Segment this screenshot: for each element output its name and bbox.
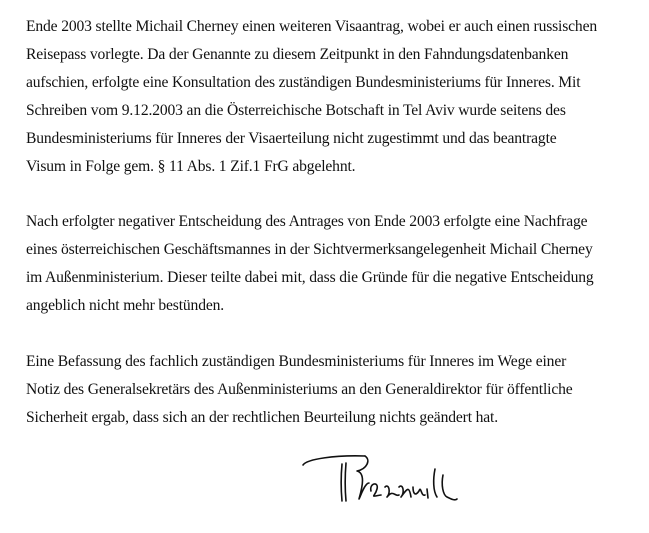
text-line: eines österreichischen Geschäftsmannes in der Sichtvermerksangelegenheit Michail Cherney <box>26 241 593 258</box>
text-line: Reisepass vorlegte. Da der Genannte zu diesem Zeitpunkt in den Fahndungsdatenbanken <box>26 46 569 63</box>
text-line: Ende 2003 stellte Michail Cherney einen weiteren Visaantrag, wobei er auch einen russischen <box>26 18 597 35</box>
text-line: aufschien, erfolgte eine Konsultation des zuständigen Bundesministeriums für Inneres. Mit <box>26 74 581 91</box>
text-line: im Außenministerium. Dieser teilte dabei mit, dass die Gründe für die negative Entscheidung <box>26 269 594 286</box>
text-line: Bundesministeriums für Inneres der Visaerteilung nicht zugestimmt und das beantragte <box>26 130 557 147</box>
text-line: Notiz des Generalsekretärs des Außenministeriums an den Generaldirektor für öffentliche <box>26 381 573 398</box>
text-line: Visum in Folge gem. § 11 Abs. 1 Zif.1 FrG abgelehnt. <box>26 158 356 175</box>
text-line: Sicherheit ergab, dass sich an der rechtlichen Beurteilung nichts geändert hat. <box>26 409 498 426</box>
handwritten-signature <box>295 445 465 515</box>
text-line: Schreiben vom 9.12.2003 an die Österreichische Botschaft in Tel Aviv wurde seitens des <box>26 102 566 119</box>
text-line: Eine Befassung des fachlich zuständigen Bundesministeriums für Inneres im Wege einer <box>26 353 567 370</box>
text-line: Nach erfolgter negativer Entscheidung des Antrages von Ende 2003 erfolgte eine Nachfrage <box>26 213 588 230</box>
text-line: angeblich nicht mehr bestünden. <box>26 297 225 314</box>
